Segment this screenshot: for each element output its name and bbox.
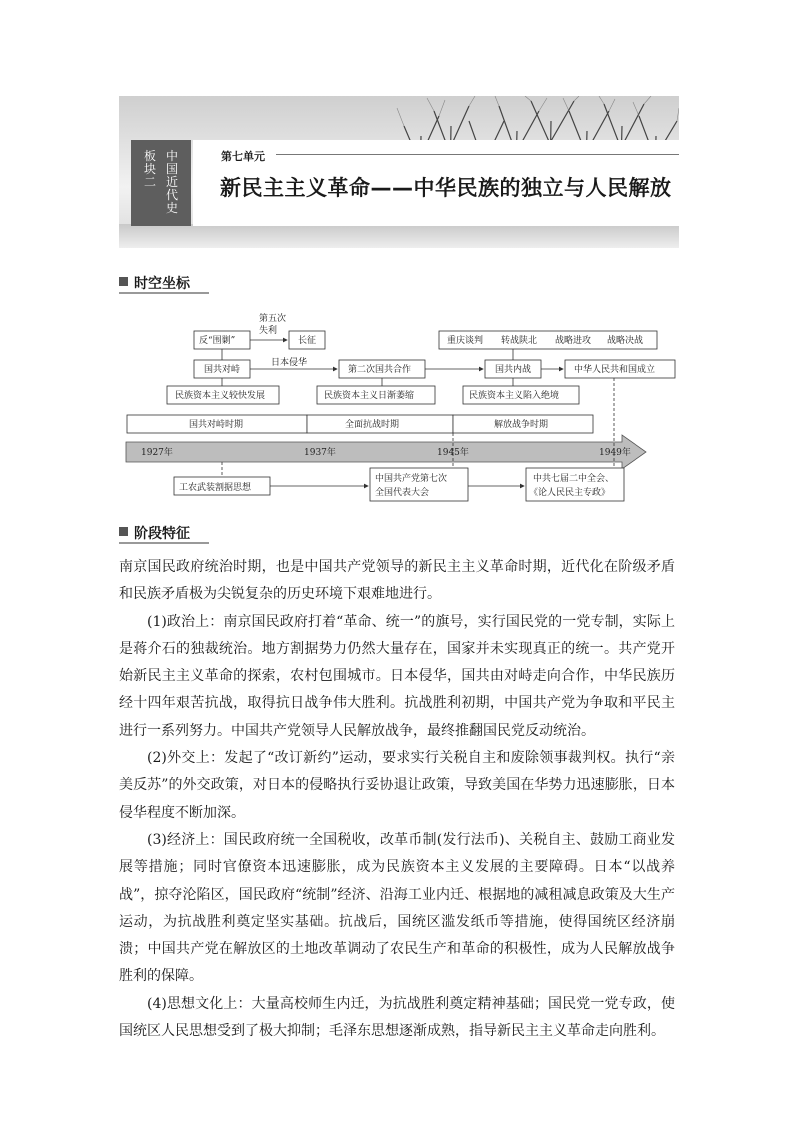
banner-band bbox=[119, 224, 679, 248]
confrontation-label: 国共对峙 bbox=[204, 365, 241, 375]
intro-paragraph: 南京国民政府统治时期，也是中国共产党领导的新民主主义革命时期，近代化在阶级矛盾和民族矛盾极为尖锐复杂的历史环境下艰难地进行。 bbox=[119, 559, 675, 603]
civil-war-label: 国共内战 bbox=[495, 365, 532, 375]
seventh-congress-line2: 全国代表大会 bbox=[375, 488, 430, 498]
politics-paragraph: (1)政治上：南京国民政府打着“革命、统一”的旗号，实行国民党的一党专制，实际上是蒋介石的独裁统治。地方割据势力仍然大量存在，国家并未实现真正的统一。共产党开始新民主主义革命的探索，农村包围城市。日本侵华，国共由对峙走向合作，中华民族历经十四年艰苦抗战，取得抗日战争伟大胜利。抗战胜利初期，中国共产党为争取和平民主进行一系列努力。中国共产党领导人民解放战争，最终推翻国民党反动统治。 bbox=[119, 613, 675, 739]
tag-col-board: 板块二 bbox=[143, 149, 156, 189]
period-war-label: 全面抗战时期 bbox=[345, 420, 400, 430]
second-cooperation-label: 第二次国共合作 bbox=[348, 365, 412, 375]
year-1949-label: 1949年 bbox=[599, 448, 631, 458]
anti-encirclement-label: 反“围剿” bbox=[199, 336, 236, 346]
section-tag bbox=[131, 140, 191, 226]
capital-decline-label: 民族资本主义日渐萎缩 bbox=[324, 391, 415, 401]
timeline-bar bbox=[126, 435, 646, 469]
capital-fast-label: 民族资本主义较快发展 bbox=[175, 391, 266, 401]
features-heading-text: 阶段特征 bbox=[134, 526, 190, 542]
heading-underline bbox=[119, 292, 209, 294]
year-1945-label: 1945年 bbox=[437, 448, 469, 458]
unit-rule bbox=[276, 154, 679, 155]
seventh-congress-line1: 中国共产党第七次 bbox=[375, 474, 448, 484]
tag-col-main: 中国近代史 bbox=[165, 149, 178, 215]
diplomacy-paragraph: (2)外交上：发起了“改订新约”运动，要求实行关税自主和废除领事裁判权。执行“亲美反苏”的外交政策，对日本的侵略执行妥协退让政策，导致美国在华势力迅速膨胀，日本侵华程度不断加深。 bbox=[119, 750, 675, 821]
year-1927-label: 1927年 bbox=[141, 448, 173, 458]
economy-paragraph: (3)经济上：国民政府统一全国税收，改革币制(发行法币)、关税自主、鼓励工商业发展等措施；同时官僚资本迅速膨胀，成为民族资本主义发展的主要障碍。日本“以战养战”，掠夺沦陷区，国民政府“统制”经济、沿海工业内迁、根据地的减租减息政策及大生产运动，为抗战胜利奠定坚实基础。抗战后，国统区滥发纸币等措施，使得国统区经济崩溃；中国共产党在解放区的土地改革调动了农民生产和革命的积极性，成为人民解放战争胜利的保障。 bbox=[119, 831, 675, 985]
prc-label: 中华人民共和国成立 bbox=[574, 365, 656, 375]
timeline-heading-text: 时空坐标 bbox=[134, 276, 190, 292]
year-1937-label: 1937年 bbox=[304, 448, 336, 458]
failure-label: 失利 bbox=[259, 326, 278, 336]
timeline-diagram bbox=[119, 305, 679, 510]
culture-paragraph: (4)思想文化上：大量高校师生内迁，为抗战胜利奠定精神基础；国民党一党专政，使国统区人民思想受到了极大抑制；毛泽东思想逐渐成熟，指导新民主主义革命走向胜利。 bbox=[119, 995, 675, 1040]
japan-invasion-label: 日本侵华 bbox=[271, 358, 308, 368]
heading-square-icon bbox=[119, 277, 128, 286]
northern-shaanxi-label: 转战陕北 bbox=[501, 336, 538, 346]
fifth-campaign-label: 第五次 bbox=[259, 314, 287, 324]
unit-title: 新民主主义革命——中华民族的独立与人民解放 bbox=[220, 176, 672, 200]
chongqing-talks-label: 重庆谈判 bbox=[447, 336, 484, 346]
unit-label: 第七单元 bbox=[221, 150, 265, 163]
period-liberation-label: 解放战争时期 bbox=[494, 420, 549, 430]
long-march-label: 长征 bbox=[298, 336, 317, 346]
heading-underline bbox=[119, 542, 209, 544]
plenum-line1: 中共七届二中全会、 bbox=[533, 474, 615, 484]
armed-separatist-label: 工农武装割据思想 bbox=[179, 483, 252, 493]
strategic-decisive-label: 战略决战 bbox=[607, 336, 644, 346]
body-text bbox=[119, 554, 675, 1045]
heading-square-icon bbox=[119, 527, 128, 536]
strategic-offense-label: 战略进攻 bbox=[555, 336, 592, 346]
period-confrontation-label: 国共对峙时期 bbox=[189, 420, 244, 430]
capital-stagnant-label: 民族资本主义陷入绝境 bbox=[469, 391, 560, 401]
plenum-line2: 《论人民民主专政》 bbox=[529, 488, 611, 498]
